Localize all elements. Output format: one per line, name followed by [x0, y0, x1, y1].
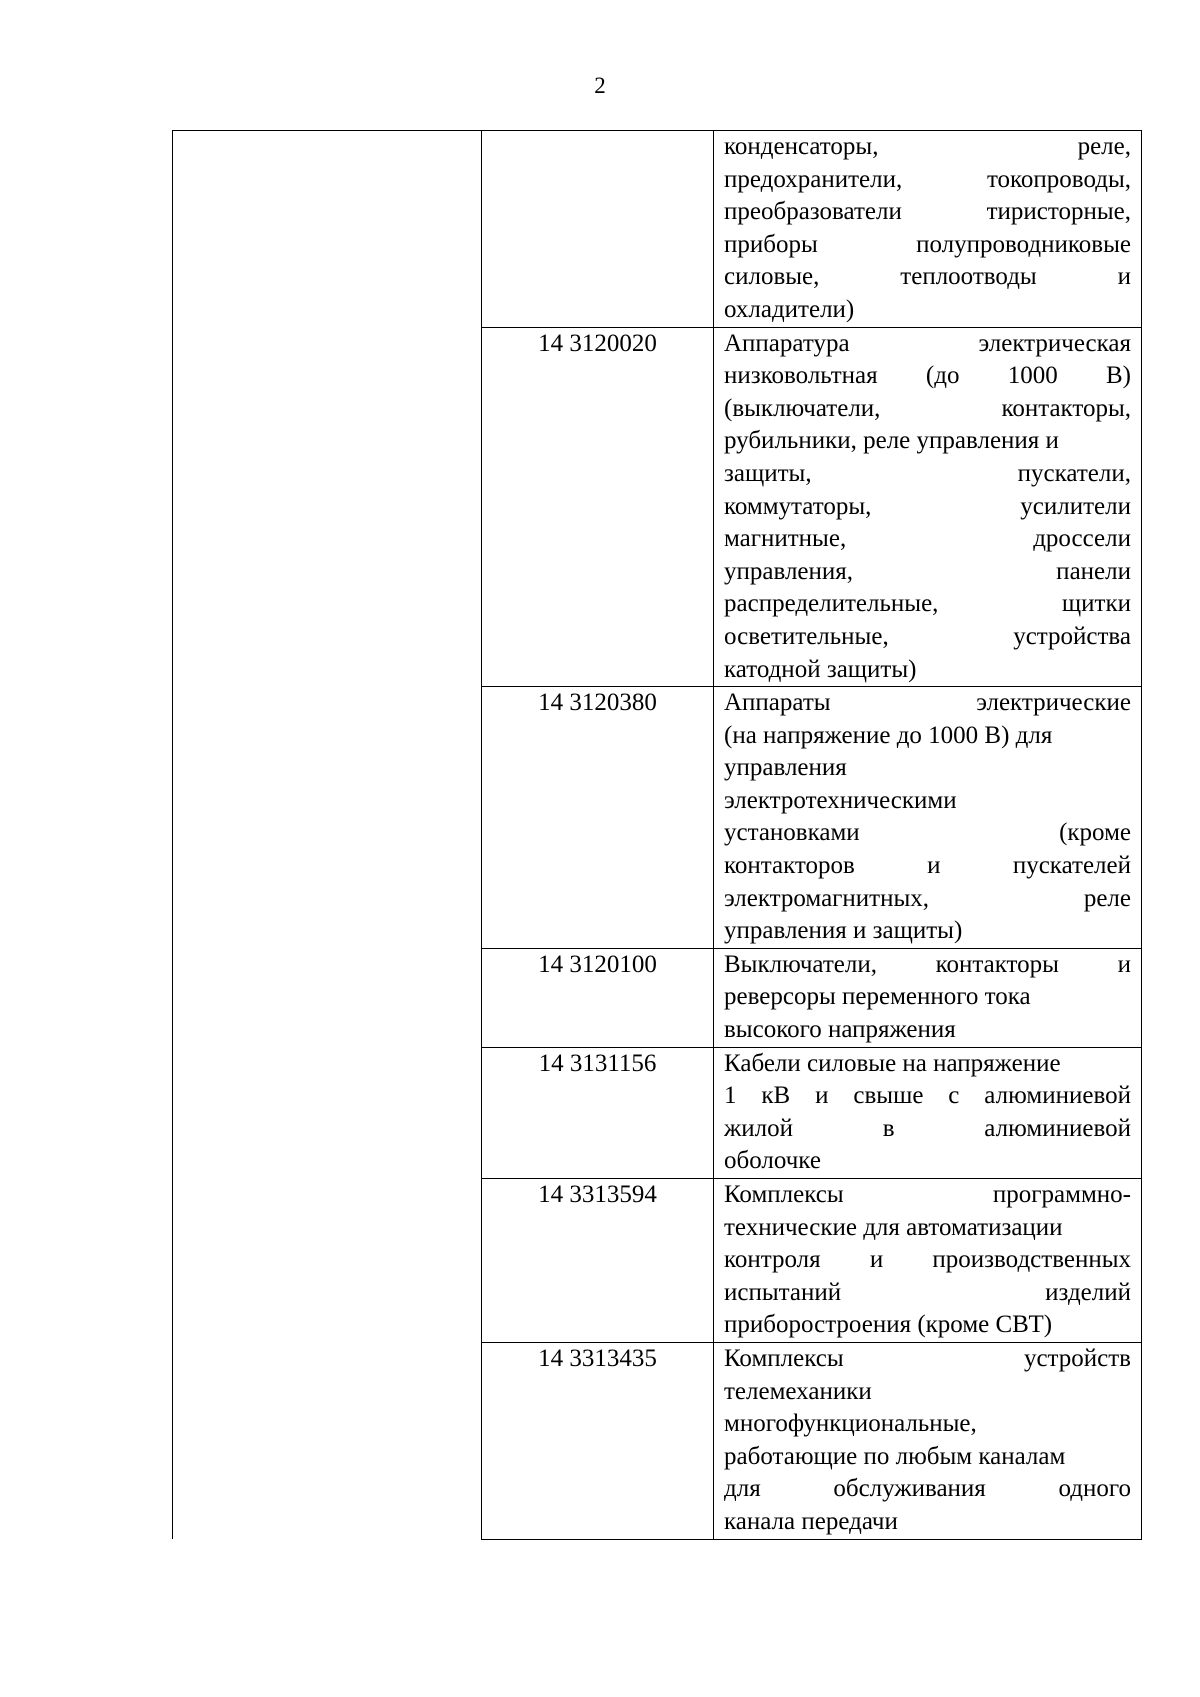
description-line: контакторов и пускателей	[724, 852, 1131, 880]
description-line: осветительные, устройства	[724, 622, 1131, 650]
description-line: низковольтная (до 1000 В)	[724, 362, 1131, 390]
description-cell	[714, 131, 1142, 328]
code-text: 14 3131156	[538, 1049, 657, 1077]
description-line: Кабели силовые на напряжение	[724, 1049, 1061, 1077]
code-text: 14 3120020	[538, 329, 657, 357]
description-cell	[714, 327, 1142, 687]
description-line: электротехническими	[724, 786, 957, 814]
description-line: рубильники, реле управления и	[724, 427, 1059, 455]
description-line: (выключатели, контакторы,	[724, 394, 1131, 422]
description-line: жилой в алюминиевой	[724, 1114, 1131, 1142]
description-line: коммутаторы, усилители	[724, 492, 1131, 520]
description-line: установками (кроме	[724, 819, 1131, 847]
description-line: многофункциональные,	[724, 1410, 977, 1438]
description-line: магнитные, дроссели	[724, 525, 1131, 553]
code-cell	[482, 948, 714, 1047]
description-line: охладители)	[724, 295, 855, 323]
code-text: 14 3120380	[538, 689, 657, 717]
description-line: работающие по любым каналам	[724, 1442, 1066, 1470]
description-line: приборостроения (кроме СВТ)	[724, 1311, 1053, 1339]
code-text: 14 3313435	[538, 1344, 657, 1372]
description-cell	[714, 1179, 1142, 1343]
description-line: Аппараты электрические	[724, 689, 1131, 717]
description-line: электромагнитных, реле	[724, 884, 1131, 912]
code-cell	[482, 687, 714, 949]
description-line: защиты, пускатели,	[724, 459, 1131, 487]
description-line: (на напряжение до 1000 В) для	[724, 721, 1053, 749]
description-line: телемеханики	[724, 1377, 872, 1405]
code-cell	[482, 1342, 714, 1539]
description-line: конденсаторы, реле,	[724, 133, 1131, 160]
code-cell	[482, 1179, 714, 1343]
code-cell	[482, 1047, 714, 1178]
description-line: катодной защиты)	[724, 655, 917, 683]
description-line: Комплексы программно-	[724, 1181, 1131, 1208]
description-cell	[714, 1047, 1142, 1178]
description-line: высокого напряжения	[724, 1016, 956, 1044]
code-text: 14 3313594	[538, 1181, 657, 1208]
description-cell	[714, 1342, 1142, 1539]
description-cell	[714, 687, 1142, 949]
description-cell	[714, 948, 1142, 1047]
code-text: 14 3120100	[538, 950, 657, 978]
description-line: 1 кВ и свыше с алюминиевой	[724, 1082, 1131, 1110]
description-line: управления	[724, 754, 847, 782]
description-line: испытаний изделий	[724, 1278, 1131, 1306]
description-line: распределительные, щитки	[724, 590, 1131, 618]
description-line: канала передачи	[724, 1507, 898, 1535]
empty-category-cell	[173, 131, 482, 1540]
description-line: управления, панели	[724, 557, 1131, 585]
table-row	[173, 131, 1142, 328]
description-line: предохранители, токопроводы,	[724, 165, 1131, 193]
description-line: для обслуживания одного	[724, 1475, 1131, 1503]
description-line: управления и защиты)	[724, 917, 963, 945]
description-line: реверсоры переменного тока	[724, 983, 1031, 1011]
description-line: Выключатели, контакторы и	[724, 950, 1131, 978]
description-line: силовые, теплоотводы и	[724, 263, 1131, 291]
description-line: Аппаратура электрическая	[724, 329, 1131, 357]
description-line: технические для автоматизации	[724, 1213, 1063, 1241]
description-line: Комплексы устройств	[724, 1344, 1131, 1372]
codes-table	[172, 130, 1142, 1540]
description-line: приборы полупроводниковые	[724, 230, 1131, 258]
code-cell	[482, 327, 714, 687]
page-number: 2	[594, 73, 606, 98]
code-cell	[482, 131, 714, 328]
description-line: оболочке	[724, 1147, 821, 1175]
description-line: контроля и производственных	[724, 1246, 1131, 1274]
description-line: преобразователи тиристорные,	[724, 198, 1131, 226]
